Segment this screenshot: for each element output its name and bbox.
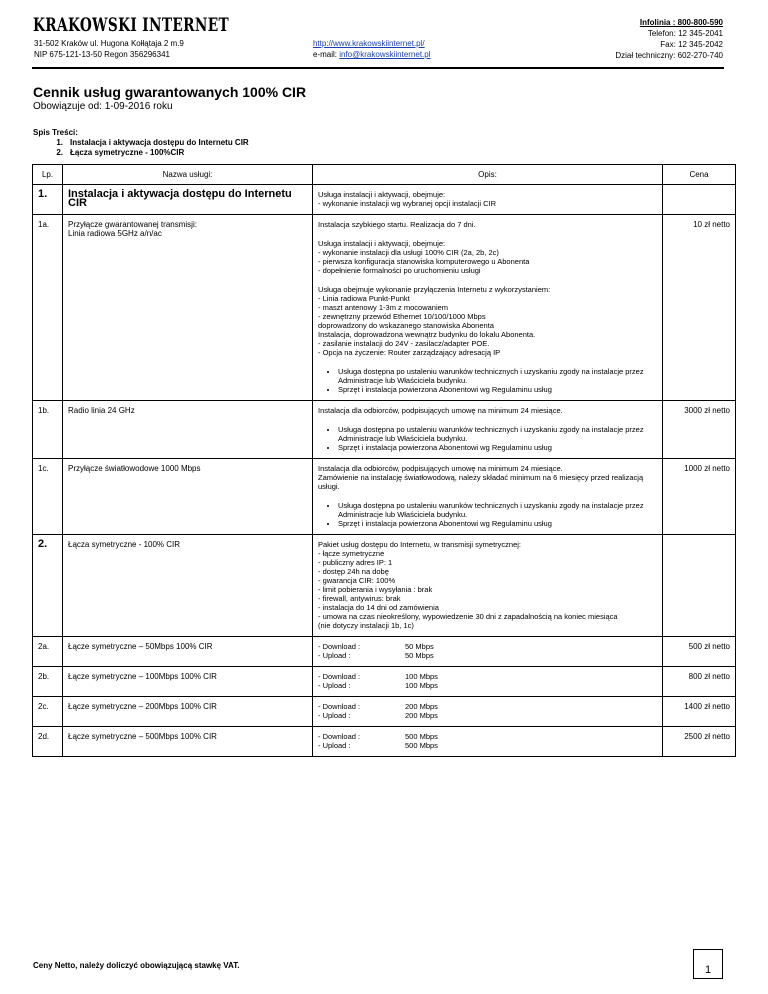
table-row: 2a. Łącze symetryczne – 50Mbps 100% CIR - Download : - Upload : 50 Mbps 50 Mbps 500 zł netto <box>33 637 736 667</box>
vat-note: Ceny Netto, należy doliczyć obowiązującą stawkę VAT. <box>33 961 240 970</box>
price: 500 zł netto <box>663 637 736 667</box>
price-table <box>32 164 736 757</box>
price: 2500 zł netto <box>663 727 736 757</box>
toc-item: 2. Łącza symetryczne - 100%CIR <box>56 148 185 157</box>
table-row: 1c. Przyłącze światłowodowe 1000 Mbps Instalacja dla odbiorców, podpisujących umowę na minimum 24 miesiące. Zamówienie na instalację światłowodową, należy składać minimum na 6 miesięcy przed realizacją usługi. • Usługa dostępna po ustaleniu warunków technicznych i uzyskaniu zgody na instalacje przez Administracje lub Właściciela budynku. • Sprzęt i instalacja powierzona Abonentowi wg Regulaminu usług 1000 zł netto <box>33 459 736 535</box>
table-header-row <box>33 165 736 185</box>
col-header-price: Cena <box>663 165 736 185</box>
page-number: 1 <box>693 949 723 979</box>
tech-support-phone: Dział techniczny: 602-270-740 <box>615 51 723 60</box>
header-divider <box>32 67 724 69</box>
address-line: 31-502 Kraków ul. Hugona Kołłątaja 2 m.9 <box>34 39 184 48</box>
email-link[interactable]: info@krakowskiinternet.pl <box>339 50 431 59</box>
company-address <box>34 38 184 60</box>
price: 3000 zł netto <box>663 401 736 459</box>
fax: Fax: 12 345-2042 <box>660 40 723 49</box>
hotline: Infolinia : 800-800-590 <box>639 18 723 27</box>
phone: Telefon: 12 345-2041 <box>647 29 723 38</box>
effective-date: Obowiązuje od: 1-09-2016 roku <box>33 101 173 112</box>
table-row: 1. Instalacja i aktywacja dostępu do Internetu CIR Usługa instalacji i aktywacji, obejmuje: - wykonanie instalacji wg wybranej opcji instalacji CIR <box>33 185 736 215</box>
document-title: Cennik usług gwarantowanych 100% CIR <box>33 84 307 100</box>
table-row: 1b. Radio linia 24 GHz Instalacja dla odbiorców, podpisujących umowę na minimum 24 miesiące. • Usługa dostępna po ustaleniu warunków technicznych i uzyskaniu zgody na instalacje przez Administracje lub Właściciela budynku. • Sprzęt i instalacja powierzona Abonentowi wg Regulaminu usług 3000 zł netto <box>33 401 736 459</box>
price: 800 zł netto <box>663 667 736 697</box>
conditions-list: • Usługa dostępna po ustaleniu warunków technicznych i uzyskaniu zgody na instalacje przez Administracje lub Właściciela budynku. • Sprzęt i instalacja powierzona Abonentowi wg Regulaminu usług <box>318 367 657 394</box>
col-header-name: Nazwa usługi: <box>63 165 313 185</box>
table-row: 2d. Łącze symetryczne – 500Mbps 100% CIR - Download : - Upload : 500 Mbps 500 Mbps 2500 zł netto <box>33 727 736 757</box>
toc-heading: Spis Treści: <box>33 128 78 137</box>
conditions-list: • Usługa dostępna po ustaleniu warunków technicznych i uzyskaniu zgody na instalacje przez Administracje lub Właściciela budynku. • Sprzęt i instalacja powierzona Abonentowi wg Regulaminu usług <box>318 425 657 452</box>
email-label: e-mail: <box>313 50 340 59</box>
col-header-lp: Lp. <box>33 165 63 185</box>
phone-contacts <box>615 17 723 61</box>
website-link[interactable]: http://www.krakowskiinternet.pl/ <box>313 39 425 48</box>
table-row: 1a. Przyłącze gwarantowanej transmisji: Linia radiowa 5GHz a/n/ac Instalacja szybkiego startu. Realizacja do 7 dni. Usługa instalacji i aktywacji, obejmuje: - wykonanie instalacji dla usługi 100% CIR (2a, 2b, 2c) - pierwsza konfiguracja stanowiska komputerowego u Abonenta - dopełnienie formalności po uruchomieniu usługi Usługa obejmuje wykonanie przyłączenia Internetu z wykorzystaniem: - Linia radiowa Punkt-Punkt - maszt antenowy 1-3m z mocowaniem - zewnętrzny przewód Ethernet 10/100/1000 Mbps doprowadzony do wskazanego stanowiska Abonenta Instalacja, doprowadzona wewnątrz budynku do lokalu Abonenta. - zasilanie instalacji do 24V - zasilacz/adapter POE. - Opcja na życzenie: Router zarządzający adresacją IP • Usługa dostępna po ustaleniu warunków technicznych i uzyskaniu zgody na instalacje przez Administracje lub Właściciela budynku. • Sprzęt i instalacja powierzona Abonentowi wg Regulaminu usług 10 zł netto <box>33 215 736 401</box>
tax-ids-line: NIP 675-121-13-50 Regon 356296341 <box>34 50 170 59</box>
table-row: 2c. Łącze symetryczne – 200Mbps 100% CIR - Download : - Upload : 200 Mbps 200 Mbps 1400 zł netto <box>33 697 736 727</box>
table-row: 2b. Łącze symetryczne – 100Mbps 100% CIR - Download : - Upload : 100 Mbps 100 Mbps 800 zł netto <box>33 667 736 697</box>
toc-item: 1. Instalacja i aktywacja dostępu do Internetu CIR <box>56 138 249 147</box>
conditions-list: • Usługa dostępna po ustaleniu warunków technicznych i uzyskaniu zgody na instalacje przez Administracje lub Właściciela budynku. • Sprzęt i instalacja powierzona Abonentowi wg Regulaminu usług <box>318 501 657 528</box>
company-logo: KRAKOWSKI INTERNET <box>33 14 230 36</box>
table-row: 2. Łącza symetryczne - 100% CIR Pakiet usług dostępu do Internetu, w transmisji symetrycznej: - łącze symetryczne - publiczny adres IP: 1 - dostęp 24h na dobę - gwarancja CIR: 100% - limit pobierania i wysyłania : brak - firewall, antywirus: brak - instalacja do 14 dni od zamówienia - umowa na czas nieokreślony, wypowiedzenie 30 dni z zapadalnością na koniec miesiąca (nie dotyczy instalacji 1b, 1c) <box>33 535 736 637</box>
col-header-desc: Opis: <box>313 165 663 185</box>
price: 10 zł netto <box>663 215 736 401</box>
web-contact <box>313 38 431 60</box>
price: 1000 zł netto <box>663 459 736 535</box>
price: 1400 zł netto <box>663 697 736 727</box>
table-of-contents <box>33 128 249 158</box>
